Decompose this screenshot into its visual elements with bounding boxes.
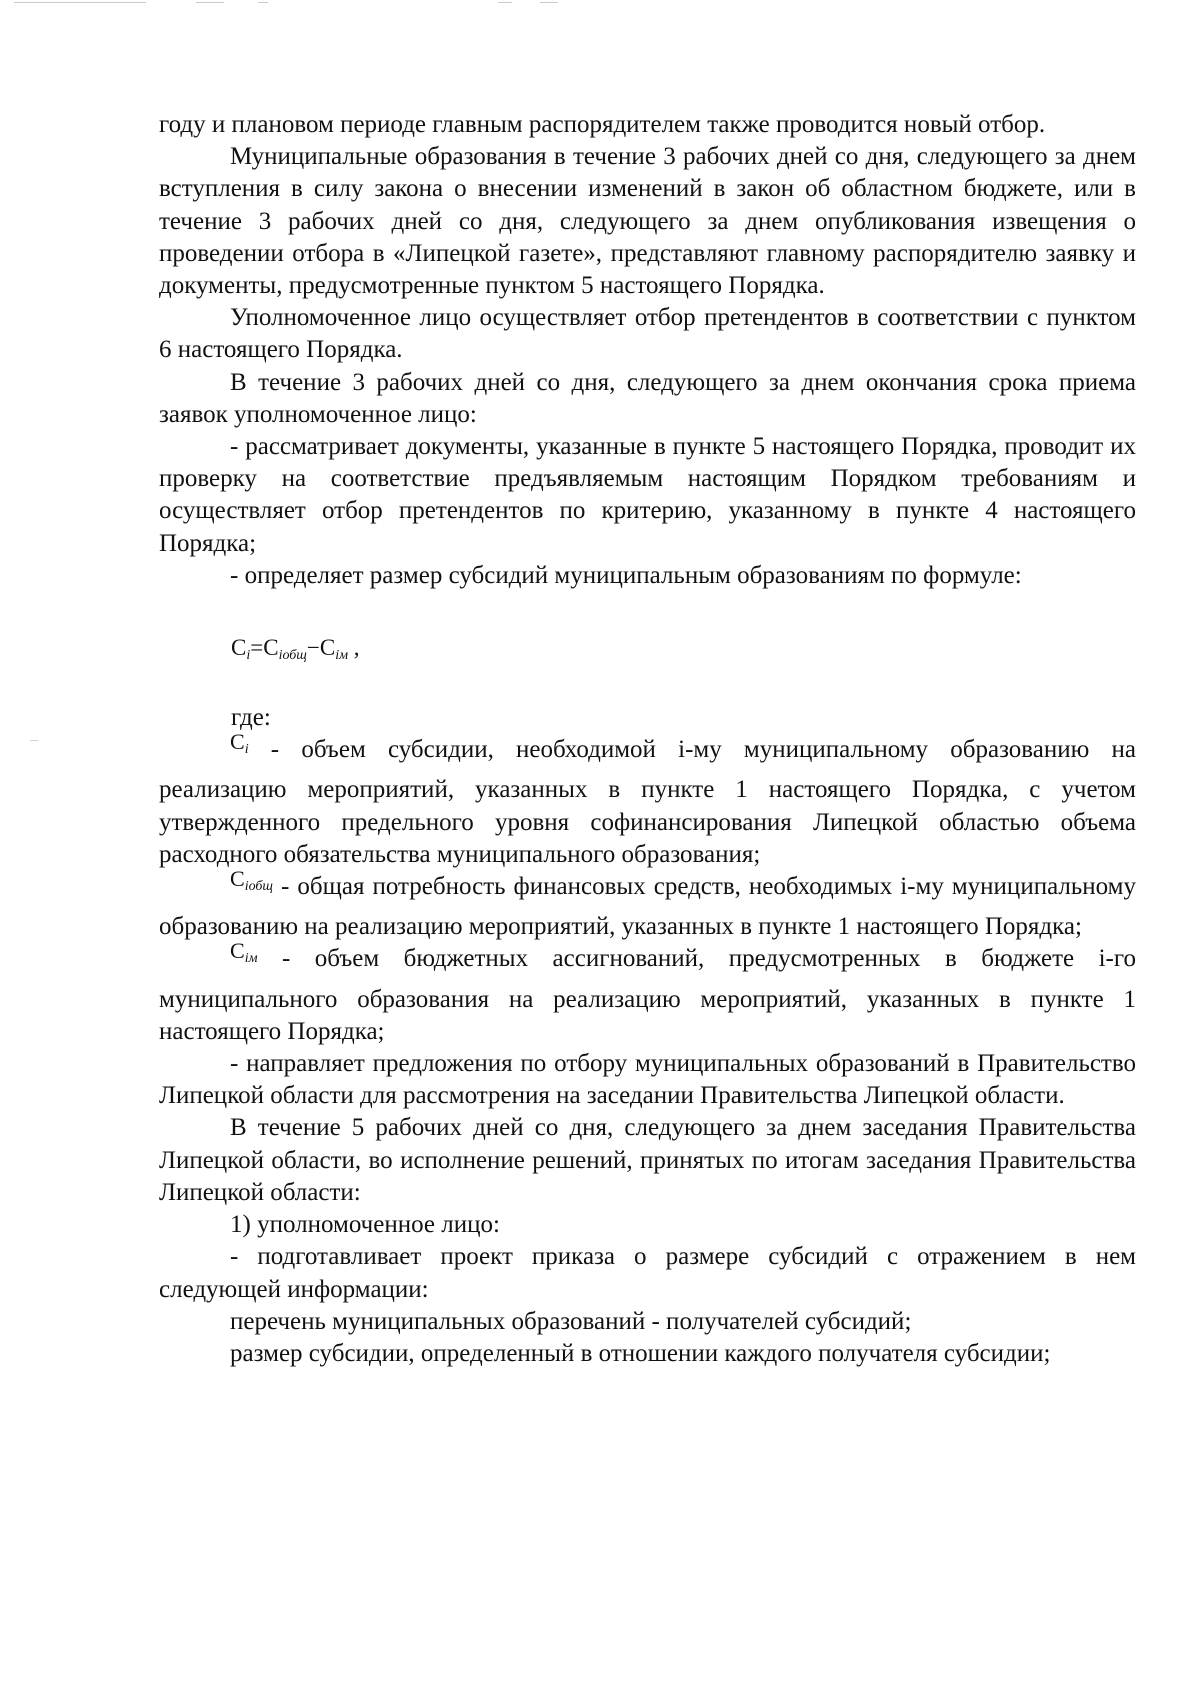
- definition: [159, 938, 1136, 1048]
- definition-symbol: С: [230, 938, 245, 964]
- formula-symbol: С: [319, 635, 336, 661]
- definition-text: - объем субсидии, необходимой i-му муниципальному образованию на реализацию мероприятий, указанных в пункте 1 настоящего Порядка, с учетом утвержденного предельного уровня софинансирования Липецкой областью объема расходного обязательства муниципального образования;: [159, 736, 1136, 868]
- list-item: размер субсидии, определенный в отношении каждого получателя субсидии;: [230, 1339, 1051, 1367]
- formula-symbol: С: [263, 635, 279, 661]
- definition: [159, 866, 1136, 943]
- list-item: - определяет размер субсидий муниципальным образованиям по формуле:: [230, 561, 1022, 589]
- paragraph: В течение 5 рабочих дней со дня, следующего за днем заседания Правительства Липецкой области, во исполнение решений, принятых по итогам заседания Правительства Липецкой области:: [159, 1114, 1136, 1206]
- formula-comma: ,: [353, 635, 360, 661]
- definition-symbol: С: [230, 729, 245, 755]
- formula-subscript: iобщ: [278, 648, 307, 664]
- definition-text: - общая потребность финансовых средств, необходимых i-му муниципальному образованию на реализацию мероприятий, указанных в пункте 1 настоящего Порядка;: [159, 873, 1136, 941]
- list-item: - рассматривает документы, указанные в пункте 5 настоящего Порядка, проводит их проверку на соответствие предъявляемым настоящим Порядком требованиям и осуществляет отбор претендентов по критерию, указанному в пункте 4 настоящего Порядка;: [159, 433, 1136, 557]
- paragraph: В течение 3 рабочих дней со дня, следующего за днем окончания срока приема заявок уполномоченное лицо:: [159, 368, 1136, 428]
- definition-subscript: iобщ: [244, 879, 274, 895]
- scan-artifact-top: [0, 2, 1200, 6]
- definition-subscript: iм: [244, 951, 258, 967]
- formula-operator: =: [250, 635, 264, 661]
- paragraph: Уполномоченное лицо осуществляет отбор претендентов в соответствии с пунктом 6 настоящего Порядка.: [159, 304, 1136, 364]
- list-item: - подготавливает проект приказа о размере субсидий с отражением в нем следующей информации:: [159, 1243, 1136, 1303]
- formula-symbol: С: [231, 635, 247, 661]
- list-item: 1) уполномоченное лицо:: [230, 1211, 500, 1239]
- document-body: [159, 109, 1136, 1370]
- paragraph: Муниципальные образования в течение 3 рабочих дней со дня, следующего за днем вступления в силу закона о внесении изменений в закон об областном бюджете, или в течение 3 рабочих дней со дня, следующего за днем опубликования извещения о проведении отбора в «Липецкой газете», представляют главному распорядителю заявку и документы, предусмотренные пунктом 5 настоящего Порядка.: [159, 143, 1136, 300]
- scan-artifact-margin: [30, 740, 38, 741]
- definition-subscript: i: [244, 742, 249, 758]
- definition-symbol: С: [230, 866, 245, 892]
- list-item: перечень муниципальных образований - получателей субсидий;: [230, 1307, 912, 1335]
- formula-subscript: iм: [335, 648, 349, 664]
- definition-text: - объем бюджетных ассигнований, предусмотренных в бюджете i-го муниципального образования на реализацию мероприятий, указанных в пункте 1 настоящего Порядка;: [159, 945, 1136, 1045]
- formula: [231, 628, 1136, 668]
- where-label: где:: [231, 704, 271, 732]
- formula-subscript: i: [246, 648, 251, 664]
- definition: [159, 729, 1136, 871]
- formula-operator: −: [306, 635, 320, 661]
- paragraph-continuation: году и плановом периоде главным распорядителем также проводится новый отбор.: [159, 111, 1046, 138]
- list-item: - направляет предложения по отбору муниципальных образований в Правительство Липецкой области для рассмотрения на заседании Правительства Липецкой области.: [159, 1050, 1136, 1110]
